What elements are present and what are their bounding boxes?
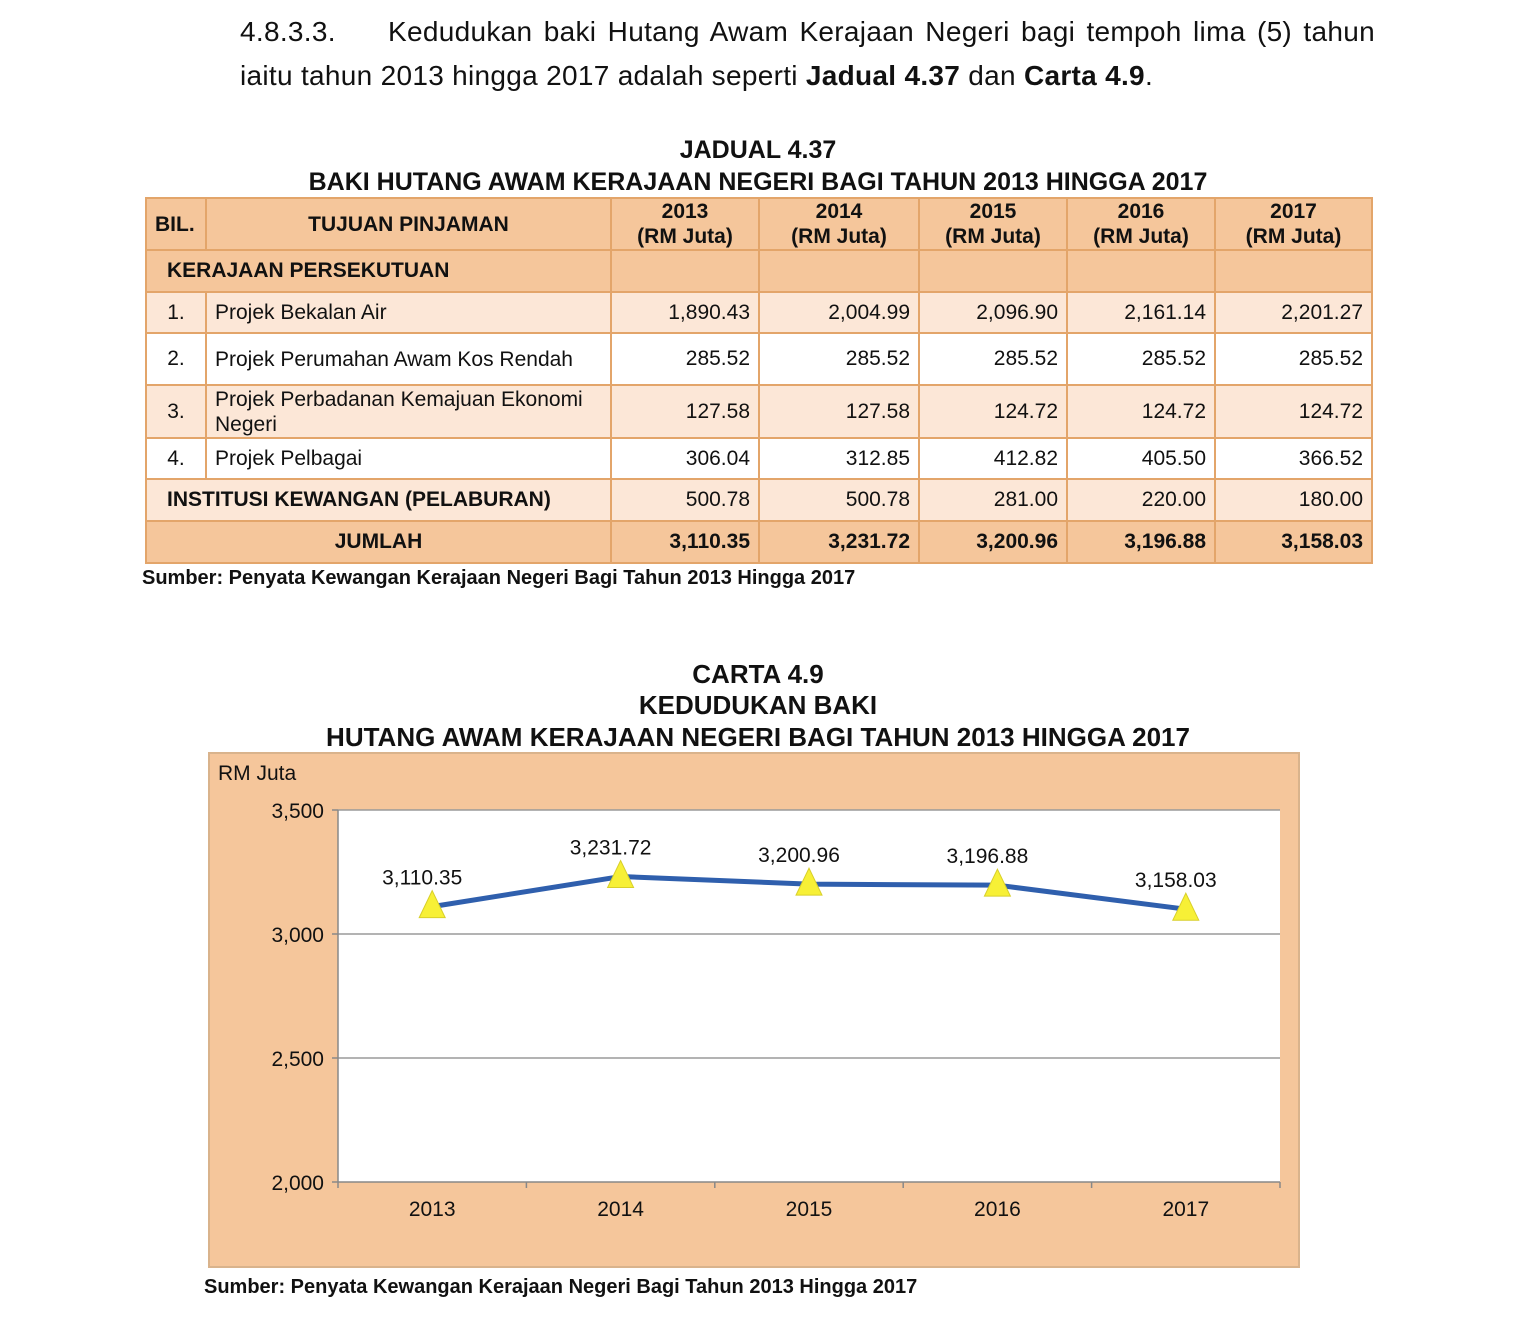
debt-table bbox=[145, 197, 1373, 564]
section-federal: KERAJAAN PERSEKUTUAN bbox=[146, 250, 611, 292]
table-subtitle: BAKI HUTANG AWAM KERAJAAN NEGERI BAGI TAHUN 2013 HINGGA 2017 bbox=[308, 168, 1208, 196]
paragraph-text-2: dan bbox=[960, 60, 1024, 91]
y-axis-label: RM Juta bbox=[218, 762, 297, 785]
paragraph-number: 4.8.3.3. bbox=[240, 16, 336, 47]
header-year-2015: 2015 (RM Juta) bbox=[919, 198, 1067, 250]
data-label: 3,196.88 bbox=[946, 845, 1029, 869]
table-row: 1. Projek Bekalan Air 1,890.43 2,004.99 2,096.90 2,161.14 2,201.27 bbox=[146, 292, 1372, 333]
table-reference: Jadual 4.37 bbox=[805, 60, 961, 91]
header-bil: BIL. bbox=[146, 198, 206, 250]
table-source: Sumber: Penyata Kewangan Kerajaan Negeri Bagi Tahun 2013 Hingga 2017 bbox=[142, 567, 856, 589]
x-tick-label: 2014 bbox=[597, 1198, 644, 1221]
institution-row: INSTITUSI KEWANGAN (PELABURAN) 500.78 500.78 281.00 220.00 180.00 bbox=[146, 479, 1372, 521]
chart-canvas bbox=[210, 754, 1298, 1266]
y-tick-label: 2,500 bbox=[271, 1048, 324, 1071]
chart-reference: Carta 4.9 bbox=[1023, 60, 1145, 91]
data-label: 3,158.03 bbox=[1134, 869, 1217, 893]
chart-source: Sumber: Penyata Kewangan Kerajaan Negeri Bagi Tahun 2013 Hingga 2017 bbox=[204, 1276, 918, 1298]
header-year-2013: 2013 (RM Juta) bbox=[611, 198, 759, 250]
table-title: JADUAL 4.37 bbox=[679, 136, 837, 164]
y-tick-label: 3,000 bbox=[271, 924, 324, 947]
paragraph-text-3: . bbox=[1144, 60, 1154, 91]
chart-subtitle-2: HUTANG AWAM KERAJAAN NEGERI BAGI TAHUN 2013 HINGGA 2017 bbox=[326, 722, 1190, 752]
header-year-2014: 2014 (RM Juta) bbox=[759, 198, 919, 250]
line-chart bbox=[208, 752, 1300, 1268]
chart-title: CARTA 4.9 bbox=[692, 659, 824, 689]
x-tick-label: 2013 bbox=[408, 1198, 456, 1221]
intro-paragraph bbox=[240, 10, 1375, 98]
paragraph-text-1: Kedudukan baki Hutang Awam Kerajaan Negeri bagi tempoh lima (5) tahun iaitu tahun 2013 hingga 2017 adalah seperti bbox=[240, 16, 1375, 91]
table-row: 2. Projek Perumahan Awam Kos Rendah 285.52 285.52 285.52 285.52 285.52 bbox=[146, 333, 1372, 385]
data-label: 3,231.72 bbox=[569, 836, 652, 860]
x-tick-label: 2015 bbox=[785, 1198, 833, 1221]
data-label: 3,110.35 bbox=[382, 866, 463, 890]
table-row: 4. Projek Pelbagai 306.04 312.85 412.82 405.50 366.52 bbox=[146, 438, 1372, 479]
y-tick-label: 3,500 bbox=[271, 800, 324, 823]
header-purpose: TUJUAN PINJAMAN bbox=[206, 198, 611, 250]
x-tick-label: 2016 bbox=[974, 1198, 1021, 1221]
data-label: 3,200.96 bbox=[758, 844, 840, 868]
x-tick-label: 2017 bbox=[1162, 1198, 1210, 1221]
table-row: 3. Projek Perbadanan Kemajuan Ekonomi Negeri 127.58 127.58 124.72 124.72 124.72 bbox=[146, 385, 1372, 438]
total-row: JUMLAH 3,110.35 3,231.72 3,200.96 3,196.88 3,158.03 bbox=[146, 521, 1372, 563]
y-tick-label: 2,000 bbox=[271, 1172, 324, 1195]
header-year-2017: 2017 (RM Juta) bbox=[1215, 198, 1372, 250]
chart-subtitle: KEDUDUKAN BAKI bbox=[638, 690, 878, 720]
header-year-2016: 2016 (RM Juta) bbox=[1067, 198, 1215, 250]
